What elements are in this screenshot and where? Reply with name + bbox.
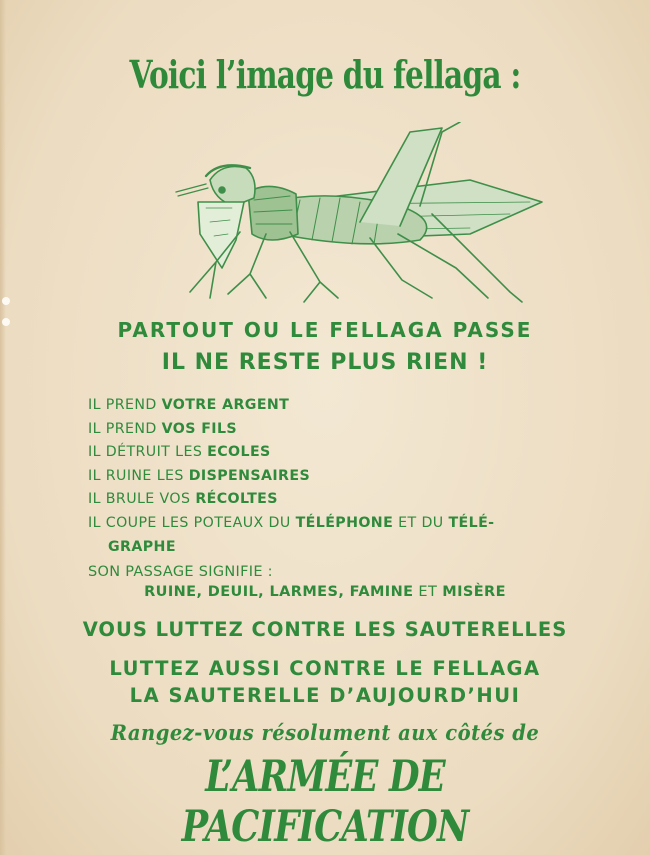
leaflet-title: Voici l’image du fellaga :	[129, 52, 521, 97]
slogan-sauterelles: VOUS LUTTEZ CONTRE LES SAUTERELLES	[82, 618, 568, 641]
punch-hole	[2, 297, 10, 305]
fellaga-actions-list	[88, 394, 494, 559]
slogan-sauterelle-aujourdhui: LA SAUTERELLE D’AUJOURD’HUI	[129, 684, 521, 707]
list-item-telephone: IL COUPE LES POTEAUX DU TÉLÉPHONE ET DU TÉLÉ- GRAPHE	[88, 514, 495, 555]
grasshopper-fellaga-illustration	[170, 122, 550, 312]
list-item: IL PREND VOTRE ARGENT	[88, 397, 290, 413]
passage-items: RUINE, DEUIL, LARMES, FAMINE ET MISÈRE	[144, 584, 506, 600]
list-item: IL DÉTRUIT LES ECOLES	[88, 444, 271, 461]
headline-plus-rien: IL NE RESTE PLUS RIEN !	[161, 350, 489, 375]
passage-label: SON PASSAGE SIGNIFIE :	[88, 564, 273, 580]
list-item: IL BRULE VOS RÉCOLTES	[88, 491, 278, 508]
call-to-action: Rangez-vous résolument aux côtés de	[110, 720, 540, 745]
army-name: L’ARMÉE DE PACIFICATION	[181, 752, 469, 852]
headline-partout: PARTOUT OU LE FELLAGA PASSE	[117, 318, 533, 342]
list-item: IL PREND VOS FILS	[88, 420, 238, 437]
list-item: IL RUINE LES DISPENSAIRES	[88, 467, 311, 484]
slogan-luttez: LUTTEZ AUSSI CONTRE LE FELLAGA	[109, 657, 541, 680]
